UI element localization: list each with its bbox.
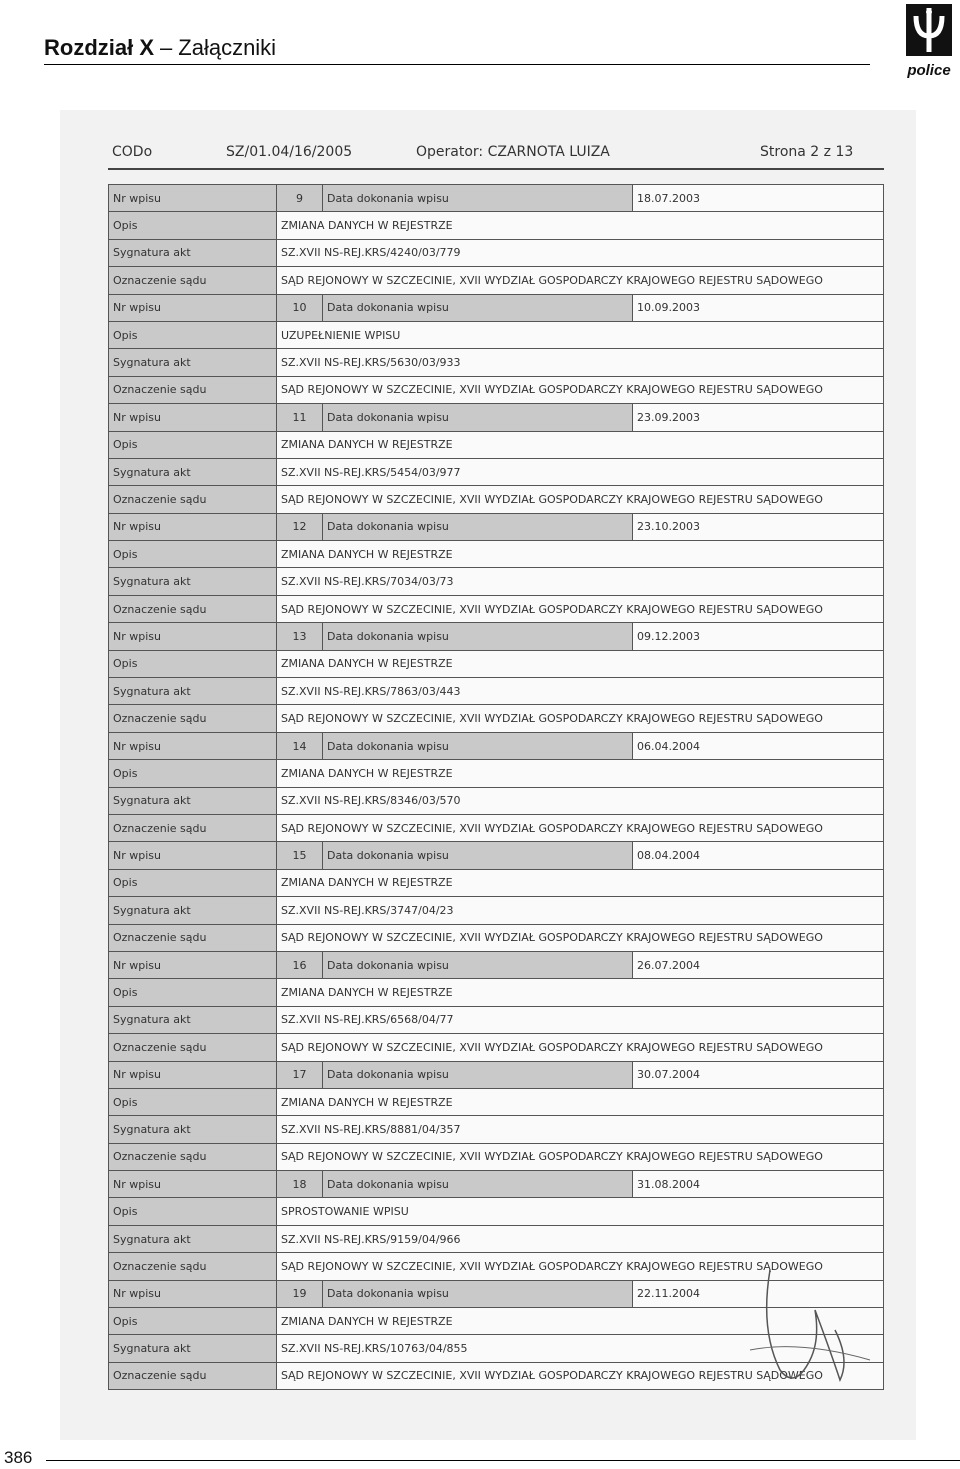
- label-nr-wpisu: Nr wpisu: [109, 404, 277, 431]
- label-opis: Opis: [109, 212, 277, 239]
- entry-sad: SĄD REJONOWY W SZCZECINIE, XVII WYDZIAŁ GOSPODARCZY KRAJOWEGO REJESTRU SĄDOWEGO: [277, 376, 884, 403]
- label-data-wpisu: Data dokonania wpisu: [323, 951, 633, 978]
- label-oznaczenie-sadu: Oznaczenie sądu: [109, 267, 277, 294]
- table-row: [109, 595, 884, 622]
- table-row: [109, 294, 884, 321]
- entry-sygnatura: SZ.XVII NS-REJ.KRS/4240/03/779: [277, 239, 884, 266]
- label-data-wpisu: Data dokonania wpisu: [323, 732, 633, 759]
- label-opis: Opis: [109, 1308, 277, 1335]
- label-sygnatura: Sygnatura akt: [109, 568, 277, 595]
- entry-date: 31.08.2004: [633, 1171, 884, 1198]
- label-data-wpisu: Data dokonania wpisu: [323, 185, 633, 212]
- entry-date: 06.04.2004: [633, 732, 884, 759]
- label-data-wpisu: Data dokonania wpisu: [323, 513, 633, 540]
- entry-date: 18.07.2003: [633, 185, 884, 212]
- label-opis: Opis: [109, 1088, 277, 1115]
- label-nr-wpisu: Nr wpisu: [109, 1280, 277, 1307]
- entry-date: 23.09.2003: [633, 404, 884, 431]
- table-row: [109, 321, 884, 348]
- entry-number: 10: [277, 294, 323, 321]
- scan-header: [108, 130, 884, 170]
- label-sygnatura: Sygnatura akt: [109, 1006, 277, 1033]
- label-opis: Opis: [109, 321, 277, 348]
- label-sygnatura: Sygnatura akt: [109, 349, 277, 376]
- label-data-wpisu: Data dokonania wpisu: [323, 1061, 633, 1088]
- label-oznaczenie-sadu: Oznaczenie sądu: [109, 486, 277, 513]
- table-row: [109, 1225, 884, 1252]
- entry-date: 10.09.2003: [633, 294, 884, 321]
- entry-sad: SĄD REJONOWY W SZCZECINIE, XVII WYDZIAŁ GOSPODARCZY KRAJOWEGO REJESTRU SĄDOWEGO: [277, 267, 884, 294]
- table-row: [109, 486, 884, 513]
- entry-opis: ZMIANA DANYCH W REJESTRZE: [277, 979, 884, 1006]
- label-oznaczenie-sadu: Oznaczenie sądu: [109, 376, 277, 403]
- table-row: [109, 951, 884, 978]
- table-row: [109, 732, 884, 759]
- label-data-wpisu: Data dokonania wpisu: [323, 1280, 633, 1307]
- label-nr-wpisu: Nr wpisu: [109, 623, 277, 650]
- table-row: [109, 842, 884, 869]
- label-data-wpisu: Data dokonania wpisu: [323, 1171, 633, 1198]
- table-row: [109, 1006, 884, 1033]
- table-row: [109, 376, 884, 403]
- label-sygnatura: Sygnatura akt: [109, 678, 277, 705]
- label-opis: Opis: [109, 1198, 277, 1225]
- table-row: [109, 760, 884, 787]
- entry-sygnatura: SZ.XVII NS-REJ.KRS/7034/03/73: [277, 568, 884, 595]
- table-row: [109, 568, 884, 595]
- label-sygnatura: Sygnatura akt: [109, 1335, 277, 1362]
- entry-opis: UZUPEŁNIENIE WPISU: [277, 321, 884, 348]
- entry-sygnatura: SZ.XVII NS-REJ.KRS/3747/04/23: [277, 897, 884, 924]
- entry-sad: SĄD REJONOWY W SZCZECINIE, XVII WYDZIAŁ GOSPODARCZY KRAJOWEGO REJESTRU SĄDOWEGO: [277, 924, 884, 951]
- label-data-wpisu: Data dokonania wpisu: [323, 404, 633, 431]
- label-data-wpisu: Data dokonania wpisu: [323, 294, 633, 321]
- label-oznaczenie-sadu: Oznaczenie sądu: [109, 924, 277, 951]
- label-data-wpisu: Data dokonania wpisu: [323, 623, 633, 650]
- entry-sad: SĄD REJONOWY W SZCZECINIE, XVII WYDZIAŁ GOSPODARCZY KRAJOWEGO REJESTRU SĄDOWEGO: [277, 1362, 884, 1389]
- entry-date: 30.07.2004: [633, 1061, 884, 1088]
- entry-sad: SĄD REJONOWY W SZCZECINIE, XVII WYDZIAŁ GOSPODARCZY KRAJOWEGO REJESTRU SĄDOWEGO: [277, 486, 884, 513]
- police-logo: [902, 2, 956, 82]
- label-oznaczenie-sadu: Oznaczenie sądu: [109, 814, 277, 841]
- entry-opis: ZMIANA DANYCH W REJESTRZE: [277, 1088, 884, 1115]
- label-opis: Opis: [109, 869, 277, 896]
- entry-opis: ZMIANA DANYCH W REJESTRZE: [277, 212, 884, 239]
- table-row: [109, 239, 884, 266]
- entry-number: 17: [277, 1061, 323, 1088]
- entry-date: 09.12.2003: [633, 623, 884, 650]
- entry-sygnatura: SZ.XVII NS-REJ.KRS/8881/04/357: [277, 1116, 884, 1143]
- table-row: [109, 1116, 884, 1143]
- entry-sygnatura: SZ.XVII NS-REJ.KRS/6568/04/77: [277, 1006, 884, 1033]
- label-nr-wpisu: Nr wpisu: [109, 513, 277, 540]
- table-row: [109, 814, 884, 841]
- signature: [740, 1250, 880, 1400]
- label-sygnatura: Sygnatura akt: [109, 239, 277, 266]
- label-data-wpisu: Data dokonania wpisu: [323, 842, 633, 869]
- table-row: [109, 458, 884, 485]
- label-oznaczenie-sadu: Oznaczenie sądu: [109, 1143, 277, 1170]
- label-sygnatura: Sygnatura akt: [109, 787, 277, 814]
- label-sygnatura: Sygnatura akt: [109, 1116, 277, 1143]
- entry-number: 18: [277, 1171, 323, 1198]
- table-row: [109, 431, 884, 458]
- label-nr-wpisu: Nr wpisu: [109, 294, 277, 321]
- label-opis: Opis: [109, 760, 277, 787]
- table-row: [109, 678, 884, 705]
- label-oznaczenie-sadu: Oznaczenie sądu: [109, 595, 277, 622]
- page-footer: [0, 1448, 960, 1468]
- label-opis: Opis: [109, 431, 277, 458]
- entry-date: 23.10.2003: [633, 513, 884, 540]
- table-row: [109, 1171, 884, 1198]
- entry-sygnatura: SZ.XVII NS-REJ.KRS/5454/03/977: [277, 458, 884, 485]
- entry-number: 16: [277, 951, 323, 978]
- entry-sad: SĄD REJONOWY W SZCZECINIE, XVII WYDZIAŁ GOSPODARCZY KRAJOWEGO REJESTRU SĄDOWEGO: [277, 1253, 884, 1280]
- entry-sygnatura: SZ.XVII NS-REJ.KRS/5630/03/933: [277, 349, 884, 376]
- chapter-name: Załączniki: [178, 35, 277, 60]
- label-nr-wpisu: Nr wpisu: [109, 1061, 277, 1088]
- label-oznaczenie-sadu: Oznaczenie sądu: [109, 1253, 277, 1280]
- table-row: [109, 979, 884, 1006]
- table-row: [109, 212, 884, 239]
- entry-number: 9: [277, 185, 323, 212]
- label-nr-wpisu: Nr wpisu: [109, 185, 277, 212]
- label-sygnatura: Sygnatura akt: [109, 897, 277, 924]
- table-row: [109, 349, 884, 376]
- entry-number: 11: [277, 404, 323, 431]
- label-opis: Opis: [109, 541, 277, 568]
- entry-number: 19: [277, 1280, 323, 1307]
- entry-number: 14: [277, 732, 323, 759]
- table-row: [109, 185, 884, 212]
- label-nr-wpisu: Nr wpisu: [109, 842, 277, 869]
- table-row: [109, 1143, 884, 1170]
- entry-opis: ZMIANA DANYCH W REJESTRZE: [277, 869, 884, 896]
- table-row: [109, 869, 884, 896]
- table-row: [109, 513, 884, 540]
- entry-sad: SĄD REJONOWY W SZCZECINIE, XVII WYDZIAŁ GOSPODARCZY KRAJOWEGO REJESTRU SĄDOWEGO: [277, 814, 884, 841]
- table-row: [109, 1061, 884, 1088]
- label-nr-wpisu: Nr wpisu: [109, 951, 277, 978]
- entry-opis: ZMIANA DANYCH W REJESTRZE: [277, 431, 884, 458]
- page-header: [44, 34, 870, 65]
- entry-sygnatura: SZ.XVII NS-REJ.KRS/9159/04/966: [277, 1225, 884, 1252]
- label-opis: Opis: [109, 979, 277, 1006]
- table-row: [109, 705, 884, 732]
- entry-opis: ZMIANA DANYCH W REJESTRZE: [277, 760, 884, 787]
- label-oznaczenie-sadu: Oznaczenie sądu: [109, 705, 277, 732]
- entry-opis: ZMIANA DANYCH W REJESTRZE: [277, 541, 884, 568]
- scan-page: Strona 2 z 13: [760, 144, 854, 160]
- page-number: 386: [4, 1448, 33, 1467]
- table-row: [109, 1198, 884, 1225]
- table-row: [109, 1088, 884, 1115]
- label-sygnatura: Sygnatura akt: [109, 458, 277, 485]
- table-row: [109, 541, 884, 568]
- entry-sad: SĄD REJONOWY W SZCZECINIE, XVII WYDZIAŁ GOSPODARCZY KRAJOWEGO REJESTRU SĄDOWEGO: [277, 1034, 884, 1061]
- entry-sygnatura: SZ.XVII NS-REJ.KRS/7863/03/443: [277, 678, 884, 705]
- label-oznaczenie-sadu: Oznaczenie sądu: [109, 1362, 277, 1389]
- table-row: [109, 787, 884, 814]
- scan-operator: Operator: CZARNOTA LUIZA: [416, 144, 610, 160]
- entry-sad: SĄD REJONOWY W SZCZECINIE, XVII WYDZIAŁ GOSPODARCZY KRAJOWEGO REJESTRU SĄDOWEGO: [277, 1143, 884, 1170]
- register-table: [108, 184, 884, 1390]
- label-sygnatura: Sygnatura akt: [109, 1225, 277, 1252]
- table-row: [109, 650, 884, 677]
- entry-number: 15: [277, 842, 323, 869]
- footer-rule: [46, 1460, 960, 1461]
- police-emblem-icon: [902, 2, 956, 62]
- chapter-title: [44, 34, 870, 62]
- entry-opis: SPROSTOWANIE WPISU: [277, 1198, 884, 1225]
- logo-text: police: [907, 62, 951, 79]
- entry-opis: ZMIANA DANYCH W REJESTRZE: [277, 1308, 884, 1335]
- table-row: [109, 897, 884, 924]
- entry-number: 13: [277, 623, 323, 650]
- table-row: [109, 267, 884, 294]
- entry-number: 12: [277, 513, 323, 540]
- entry-date: 08.04.2004: [633, 842, 884, 869]
- entry-sad: SĄD REJONOWY W SZCZECINIE, XVII WYDZIAŁ GOSPODARCZY KRAJOWEGO REJESTRU SĄDOWEGO: [277, 705, 884, 732]
- table-row: [109, 404, 884, 431]
- chapter-number: Rozdział X: [44, 35, 155, 60]
- table-row: [109, 1034, 884, 1061]
- table-row: [109, 924, 884, 951]
- entry-date: 26.07.2004: [633, 951, 884, 978]
- scan-doc-id: SZ/01.04/16/2005: [226, 144, 353, 160]
- entry-sygnatura: SZ.XVII NS-REJ.KRS/10763/04/855: [277, 1335, 884, 1362]
- label-nr-wpisu: Nr wpisu: [109, 732, 277, 759]
- entry-sad: SĄD REJONOWY W SZCZECINIE, XVII WYDZIAŁ GOSPODARCZY KRAJOWEGO REJESTRU SĄDOWEGO: [277, 595, 884, 622]
- entry-sygnatura: SZ.XVII NS-REJ.KRS/8346/03/570: [277, 787, 884, 814]
- entry-opis: ZMIANA DANYCH W REJESTRZE: [277, 650, 884, 677]
- scan-header-left: CODo: [112, 144, 153, 160]
- label-nr-wpisu: Nr wpisu: [109, 1171, 277, 1198]
- table-row: [109, 623, 884, 650]
- label-oznaczenie-sadu: Oznaczenie sądu: [109, 1034, 277, 1061]
- entry-date: 22.11.2004: [633, 1280, 884, 1307]
- label-opis: Opis: [109, 650, 277, 677]
- chapter-dash: –: [160, 35, 173, 60]
